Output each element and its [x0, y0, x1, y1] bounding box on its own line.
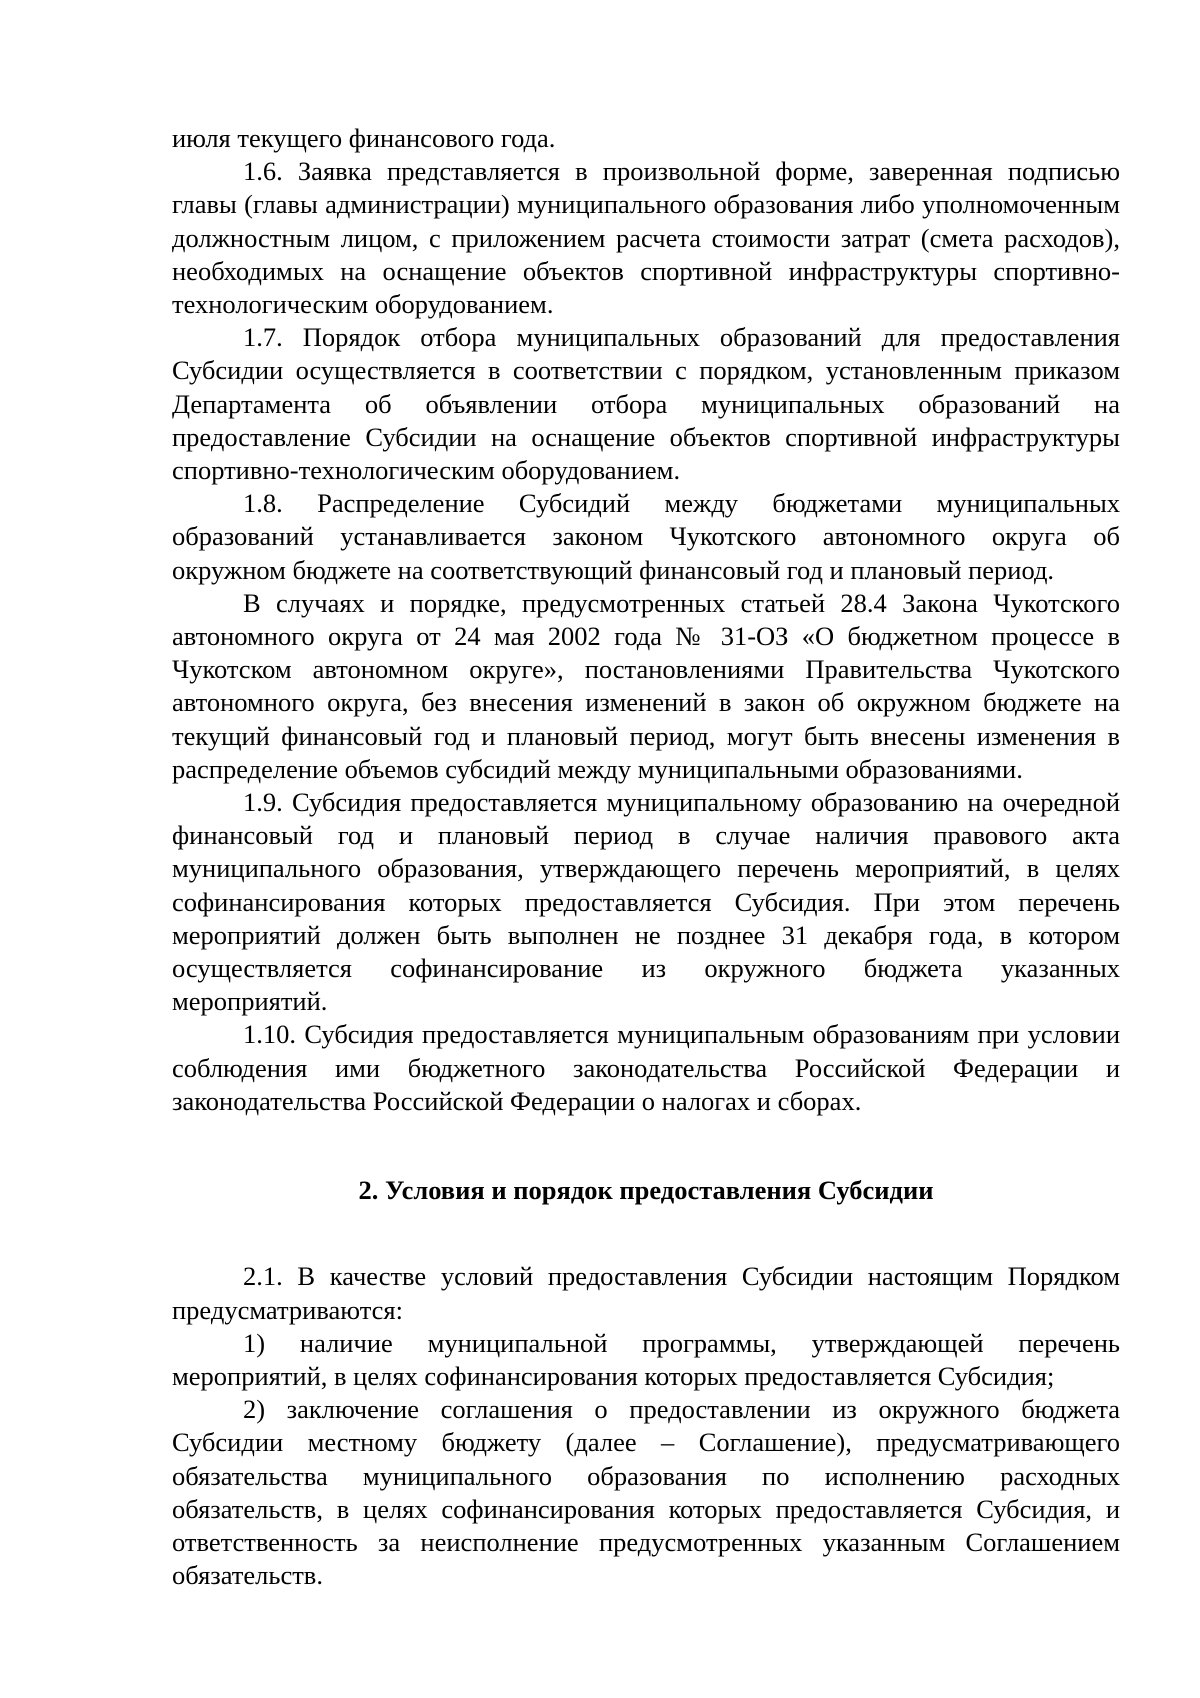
document-page: [172, 122, 1120, 1592]
paragraph-1-8: 1.8. Распределение Субсидий между бюджетами муниципальных образований устанавливается законом Чукотского автономного округа об окружном бюджете на соответствующий финансовый год и плановый период.: [172, 488, 1120, 585]
paragraph-1-6: 1.6. Заявка представляется в произвольной форме, заверенная подписью главы (главы администрации) муниципального образования либо уполномоченным должностным лицом, с приложением расчета стоимости затрат (смета расходов), необходимых на оснащение объектов спортивной инфраструктуры спортивно-технологическим оборудованием.: [172, 156, 1120, 320]
paragraph-1-8-cases: В случаях и порядке, предусмотренных статьей 28.4 Закона Чукотского автономного округа от 24 мая 2002 года № 31-ОЗ «О бюджетном процессе в Чукотском автономном округе», постановлениями Правительства Чукотского автономного округа, без внесения изменений в закон об окружном бюджете на текущий финансовый год и плановый период, могут быть внесены изменения в распределение объемов субсидий между муниципальными образованиями.: [172, 587, 1120, 784]
section-heading: 2. Условия и порядок предоставления Субсидии: [358, 1175, 934, 1206]
paragraph-1-9: 1.9. Субсидия предоставляется муниципальному образованию на очередной финансовый год и плановый период в случае наличия правового акта муниципального образования, утверждающего перечень мероприятий, в целях софинансирования которых предоставляется Субсидия. При этом перечень мероприятий должен быть выполнен не позднее 31 декабря года, в котором осуществляется софинансирование из окружного бюджета указанных мероприятий.: [172, 787, 1120, 1017]
paragraph-continuation: июля текущего финансового года.: [172, 123, 556, 153]
list-item-2: 2) заключение соглашения о предоставлении из окружного бюджета Субсидии местному бюджету (далее – Соглашение), предусматривающего обязательства муниципального образования по исполнению расходных обязательств, в целях софинансирования которых предоставляется Субсидия, и ответственность за неисполнение предусмотренных указанным Соглашением обязательств.: [172, 1394, 1120, 1591]
paragraph-1-10: 1.10. Субсидия предоставляется муниципальным образованиям при условии соблюдения ими бюджетного законодательства Российской Федерации и законодательства Российской Федерации о налогах и сборах.: [172, 1019, 1120, 1116]
paragraph-1-7: 1.7. Порядок отбора муниципальных образований для предоставления Субсидии осуществляется в соответствии с порядком, установленным приказом Департамента об объявлении отбора муниципальных образований на предоставление Субсидии на оснащение объектов спортивной инфраструктуры спортивно-технологическим оборудованием.: [172, 322, 1120, 486]
list-item-1: 1) наличие муниципальной программы, утверждающей перечень мероприятий, в целях софинансирования которых предоставляется Субсидия;: [172, 1327, 1120, 1391]
paragraph-2-1: 2.1. В качестве условий предоставления Субсидии настоящим Порядком предусматриваются:: [172, 1261, 1120, 1325]
